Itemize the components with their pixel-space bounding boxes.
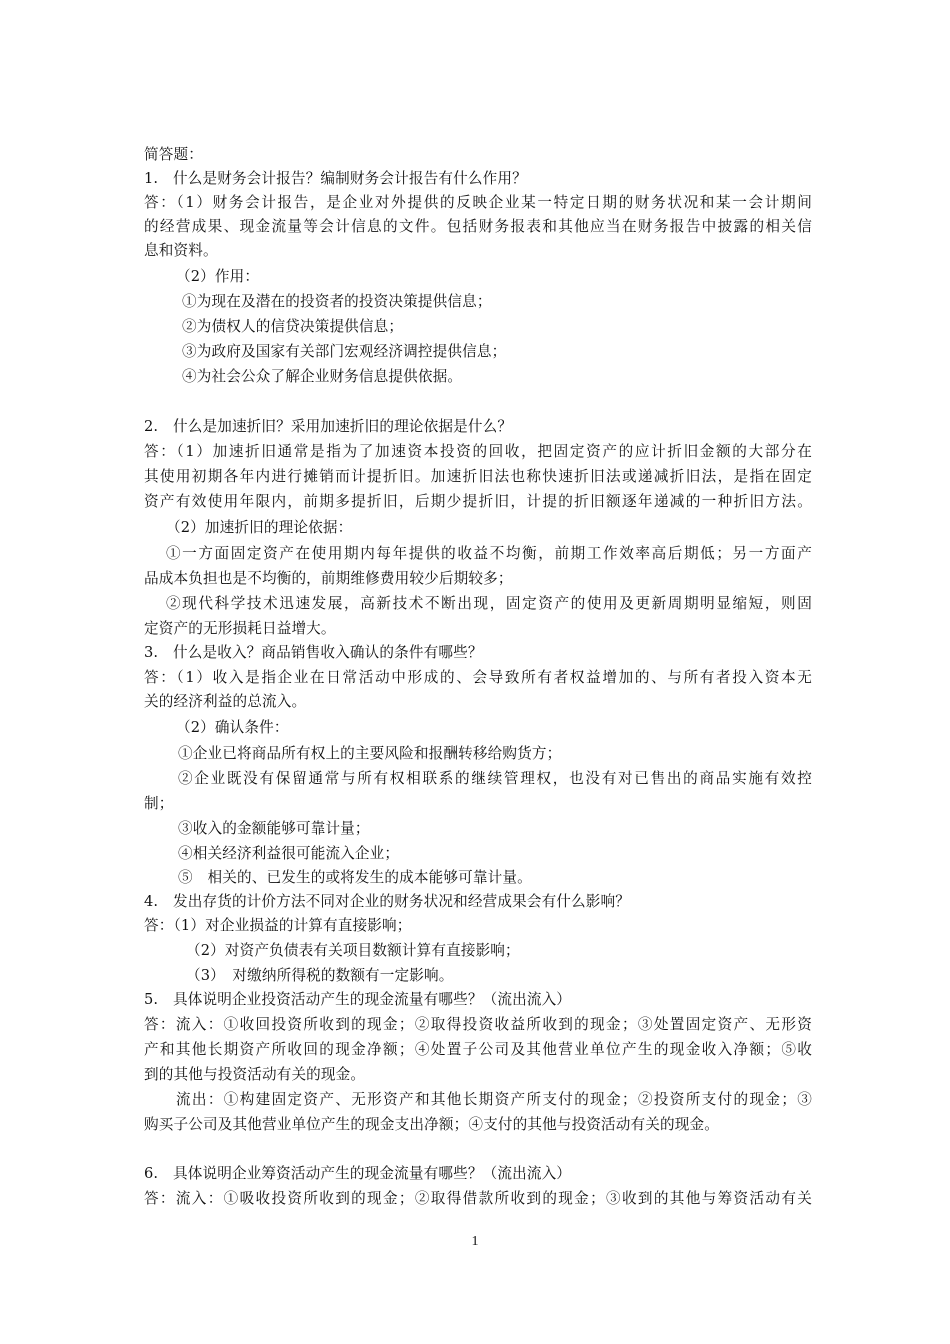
answer-line: 的经营成果、现金流量等会计信息的文件。包括财务报表和其他应当在财务报告中披露的相关信	[144, 218, 812, 235]
answer-line: ①一方面固定资产在使用期内每年提供的收益不均衡，前期工作效率高后期低；另一方面产	[166, 545, 812, 562]
answer-list-item: ②企业既没有保留通常与所有权相联系的继续管理权，也没有对已售出的商品实施有效控	[178, 770, 812, 787]
question-1: 1. 什么是财务会计报告？编制财务会计报告有什么作用？	[144, 170, 527, 187]
answer-line: 产和其他长期资产所收回的现金净额；④处置子公司及其他营业单位产生的现金收入净额；⑤收	[144, 1041, 812, 1058]
answer-list-item: ⑤ 相关的、已发生的或将发生的成本能够可靠计量。	[178, 869, 532, 886]
question-4: 4. 发出存货的计价方法不同对企业的财务状况和经营成果会有什么影响？	[144, 893, 631, 910]
answer-line: 其使用初期各年内进行摊销而计提折旧。加速折旧法也称快速折旧法或递减折旧法，是指在固定	[144, 468, 812, 485]
answer-list-item: ①企业已将商品所有权上的主要风险和报酬转移给购货方；	[178, 745, 562, 762]
answer-list-item: ①为现在及潜在的投资者的投资决策提供信息；	[182, 293, 492, 310]
answer-list-item: ③为政府及国家有关部门宏观经济调控提供信息；	[182, 343, 507, 360]
answer-line: 答：（1）收入是指企业在日常活动中形成的、会导致所有者权益增加的、与所有者投入资本无	[144, 669, 812, 686]
answer-list-item: ③收入的金额能够可靠计量；	[178, 820, 370, 837]
answer-line: 息和资料。	[144, 242, 218, 259]
answer-line: 到的其他与投资活动有关的现金。	[144, 1066, 366, 1083]
answer-line: 定资产的无形损耗日益增大。	[144, 620, 336, 637]
answer-line: 购买子公司及其他营业单位产生的现金支出净额；④支付的其他与投资活动有关的现金。	[144, 1116, 720, 1133]
page-number: 1	[471, 1234, 479, 1249]
answer-line: （2）确认条件：	[176, 719, 289, 736]
answer-line: 答：（1）财务会计报告，是企业对外提供的反映企业某一特定日期的财务状况和某一会计期间	[144, 194, 812, 211]
answer-line: （3） 对缴纳所得税的数额有一定影响。	[186, 967, 454, 984]
answer-line: 流出：①构建固定资产、无形资产和其他长期资产所支付的现金；②投资所支付的现金；③	[176, 1091, 812, 1108]
answer-line: 答：流入：①吸收投资所收到的现金；②取得借款所收到的现金；③收到的其他与筹资活动有关	[144, 1190, 812, 1207]
question-5: 5. 具体说明企业投资活动产生的现金流量有哪些？（流出流入）	[144, 991, 572, 1008]
section-heading: 简答题：	[144, 146, 203, 163]
answer-list-item: ②为债权人的信贷决策提供信息；	[182, 318, 404, 335]
answer-line: 品成本负担也是不均衡的，前期维修费用较少后期较多；	[144, 570, 513, 587]
answer-list-item: ④相关经济利益很可能流入企业；	[178, 845, 400, 862]
answer-line: 关的经济利益的总流入。	[144, 693, 307, 710]
question-3: 3. 什么是收入？商品销售收入确认的条件有哪些？	[144, 644, 483, 661]
answer-list-item: ④为社会公众了解企业财务信息提供依据。	[182, 368, 463, 385]
question-2: 2. 什么是加速折旧？采用加速折旧的理论依据是什么？	[144, 418, 513, 435]
answer-line: （2）对资产负债表有关项目数额计算有直接影响；	[186, 942, 520, 959]
answer-line: （2）作用：	[176, 268, 260, 285]
answer-line: ②现代科学技术迅速发展，高新技术不断出现，固定资产的使用及更新周期明显缩短，则固	[166, 595, 812, 612]
answer-line: 制；	[144, 795, 174, 812]
answer-line: （2）加速折旧的理论依据：	[166, 519, 353, 536]
question-6: 6. 具体说明企业筹资活动产生的现金流量有哪些？（流出流入）	[144, 1165, 572, 1182]
answer-line: 答：（1）对企业损益的计算有直接影响；	[144, 917, 412, 934]
answer-line: 资产有效使用年限内，前期多提折旧，后期少提折旧，计提的折旧额逐年递减的一种折旧方法。	[144, 493, 812, 510]
answer-line: 答：（1）加速折旧通常是指为了加速资本投资的回收，把固定资产的应计折旧金额的大部分在	[144, 443, 812, 460]
answer-line: 答：流入：①收回投资所收到的现金；②取得投资收益所收到的现金；③处置固定资产、无形资	[144, 1016, 812, 1033]
